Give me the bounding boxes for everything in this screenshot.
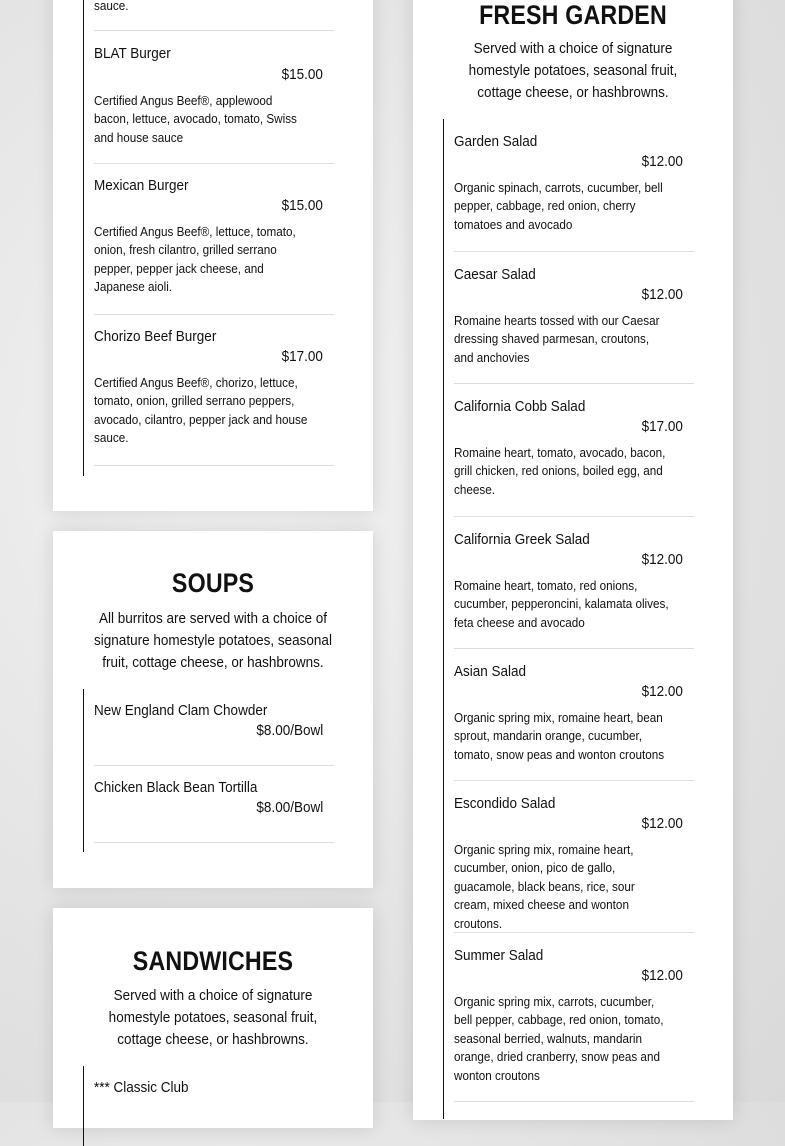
burgers-card bbox=[53, 0, 373, 511]
menu-item-mexican-burger[interactable] bbox=[94, 164, 334, 315]
menu-item-caesar-salad[interactable] bbox=[454, 252, 694, 384]
item-name: California Cobb Salad bbox=[454, 398, 586, 415]
item-name: Mexican Burger bbox=[94, 177, 189, 194]
item-price: $12.00 bbox=[641, 551, 683, 568]
section-title: SANDWICHES bbox=[132, 946, 294, 976]
item-name: Escondido Salad bbox=[454, 795, 556, 812]
sandwiches-card bbox=[53, 908, 373, 1128]
item-price: $17.00 bbox=[641, 418, 683, 435]
item-price: $12.00 bbox=[641, 967, 683, 984]
section-description: Served with a choice of signature homestyle potatoes, seasonal fruit, cottage cheese, or hashbrowns. bbox=[468, 40, 678, 101]
item-description: Organic spring mix, romaine heart, cucumber, onion, pico de gallo, guacamole, black beans, rice, sour cream, mixed cheese and wonton croutons. bbox=[454, 842, 635, 931]
item-price: $8.00/Bowl bbox=[256, 799, 323, 816]
item-description: Certified Angus Beef®, chorizo, lettuce, tomato, onion, grilled serrano peppers, avocado, cilantro, pepper jack and house sauce. bbox=[94, 375, 308, 446]
item-name: New England Clam Chowder bbox=[94, 702, 268, 719]
item-description: Certified Angus Beef®, lettuce, tomato, onion, fresh cilantro, grilled serrano pepper, pepper jack cheese, and Japanese aioli. bbox=[94, 224, 296, 295]
item-name: Chorizo Beef Burger bbox=[94, 328, 217, 345]
item-price: $12.00 bbox=[641, 286, 683, 303]
menu-item-asian-salad[interactable] bbox=[454, 649, 694, 781]
item-price: $15.00 bbox=[281, 66, 323, 83]
menu-item-summer-salad[interactable] bbox=[454, 933, 694, 1102]
item-description: Organic spring mix, carrots, cucumber, bell pepper, cabbage, red onion, tomato, seasonal berried, walnuts, mandarin orange, dried cranberry, snow peas and wonton croutons bbox=[454, 994, 664, 1083]
section-description: All burritos are served with a choice of signature homestyle potatoes, seasonal fruit, cottage cheese, or hashbrowns. bbox=[94, 610, 332, 671]
item-description: Certified Angus Beef®, applewood bacon, lettuce, avocado, tomato, Swiss and house sauce bbox=[94, 93, 297, 145]
item-name: BLAT Burger bbox=[94, 45, 171, 62]
item-price: $15.00 bbox=[281, 197, 323, 214]
menu-item-california-cobb-salad[interactable] bbox=[454, 384, 694, 517]
sandwiches-item-list bbox=[83, 1066, 334, 1146]
item-name: *** Classic Club bbox=[94, 1079, 189, 1096]
menu-item-california-greek-salad[interactable] bbox=[454, 517, 694, 649]
menu-item-classic-club[interactable] bbox=[94, 1066, 334, 1146]
item-name: Summer Salad bbox=[454, 947, 544, 964]
garden-item-list bbox=[443, 119, 694, 1119]
item-description: Romaine heart, tomato, red onions, cucumber, pepperoncini, kalamata olives, feta cheese and avocado bbox=[454, 578, 669, 630]
fresh-garden-card bbox=[413, 0, 733, 1120]
item-name: Garden Salad bbox=[454, 133, 538, 150]
item-description: Organic spring mix, romaine heart, bean sprout, mandarin orange, cucumber, tomato, snow peas and wonton croutons bbox=[454, 710, 665, 762]
item-price: $12.00 bbox=[641, 153, 683, 170]
item-description: Organic spinach, carrots, cucumber, bell pepper, cabbage, red onion, cherry tomatoes and avocado bbox=[454, 180, 663, 232]
menu-item-new-england-clam-chowder[interactable] bbox=[94, 689, 334, 766]
section-title: SOUPS bbox=[171, 568, 255, 598]
item-description: Romaine hearts tossed with our Caesar dressing shaved parmesan, croutons, and anchovies bbox=[454, 313, 660, 365]
menu-item-chorizo-beef-burger[interactable] bbox=[94, 315, 334, 466]
soups-item-list bbox=[83, 689, 334, 852]
section-title: FRESH GARDEN bbox=[479, 0, 667, 30]
burgers-item-list bbox=[83, 0, 334, 476]
item-price: $12.00 bbox=[641, 683, 683, 700]
menu-item-garden-salad[interactable] bbox=[454, 119, 694, 252]
item-name: California Greek Salad bbox=[454, 531, 590, 548]
menu-item-chicken-black-bean-tortilla[interactable] bbox=[94, 766, 334, 843]
burgers-top-fragment: sauce. bbox=[94, 0, 129, 13]
item-description: Romaine heart, tomato, avocado, bacon, grill chicken, red onions, boiled egg, and cheese. bbox=[454, 445, 666, 497]
menu-item-blat-burger[interactable] bbox=[94, 31, 334, 164]
soups-card bbox=[53, 531, 373, 888]
section-description: Served with a choice of signature homestyle potatoes, seasonal fruit, cottage cheese, or hashbrowns. bbox=[108, 987, 318, 1048]
item-price: $12.00 bbox=[641, 815, 683, 832]
item-name: Asian Salad bbox=[454, 663, 527, 680]
item-price: $8.00/Bowl bbox=[256, 722, 323, 739]
item-price: $17.00 bbox=[281, 348, 323, 365]
item-name: Chicken Black Bean Tortilla bbox=[94, 779, 258, 796]
item-name: Caesar Salad bbox=[454, 266, 536, 283]
menu-item-escondido-salad[interactable] bbox=[454, 781, 694, 933]
